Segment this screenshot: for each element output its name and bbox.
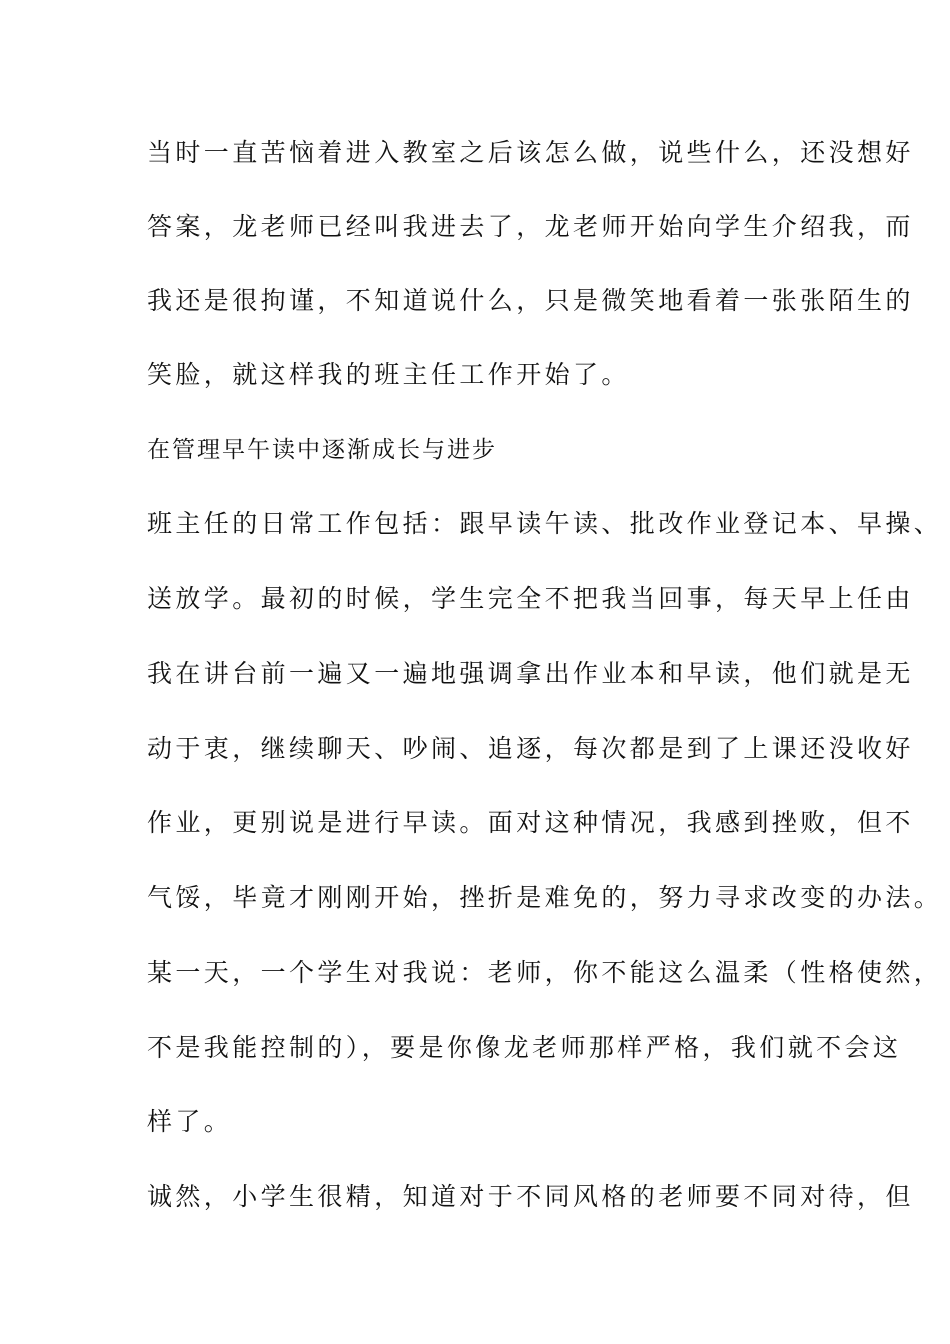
paragraph-line: 作业，更别说是进行早读。面对这种情况，我感到挫败，但不 xyxy=(147,808,914,837)
paragraph-line: 某一天，一个学生对我说：老师，你不能这么温柔（性格使然， xyxy=(147,958,943,987)
paragraph-line: 送放学。最初的时候，学生完全不把我当回事，每天早上任由 xyxy=(147,584,914,613)
paragraph-line: 笑脸，就这样我的班主任工作开始了。 xyxy=(147,360,630,389)
paragraph-line: 当时一直苦恼着进入教室之后该怎么做，说些什么，还没想好 xyxy=(147,138,914,167)
paragraph-line: 班主任的日常工作包括：跟早读午读、批改作业登记本、早操、 xyxy=(147,509,943,538)
paragraph-line: 样了。 xyxy=(147,1107,233,1136)
section-heading: 在管理早午读中逐渐成长与进步 xyxy=(147,437,497,463)
paragraph-line: 答案，龙老师已经叫我进去了，龙老师开始向学生介绍我，而 xyxy=(147,212,914,241)
paragraph-line: 我在讲台前一遍又一遍地强调拿出作业本和早读，他们就是无 xyxy=(147,659,914,688)
paragraph-line: 气馁，毕竟才刚刚开始，挫折是难免的，努力寻求改变的办法。 xyxy=(147,883,943,912)
paragraph-line: 诚然，小学生很精，知道对于不同风格的老师要不同对待，但 xyxy=(147,1182,914,1211)
paragraph-line: 动于衷，继续聊天、吵闹、追逐，每次都是到了上课还没收好 xyxy=(147,734,914,763)
paragraph-line: 不是我能控制的），要是你像龙老师那样严格，我们就不会这 xyxy=(147,1033,902,1062)
paragraph-line: 我还是很拘谨，不知道说什么，只是微笑地看着一张张陌生的 xyxy=(147,286,914,315)
